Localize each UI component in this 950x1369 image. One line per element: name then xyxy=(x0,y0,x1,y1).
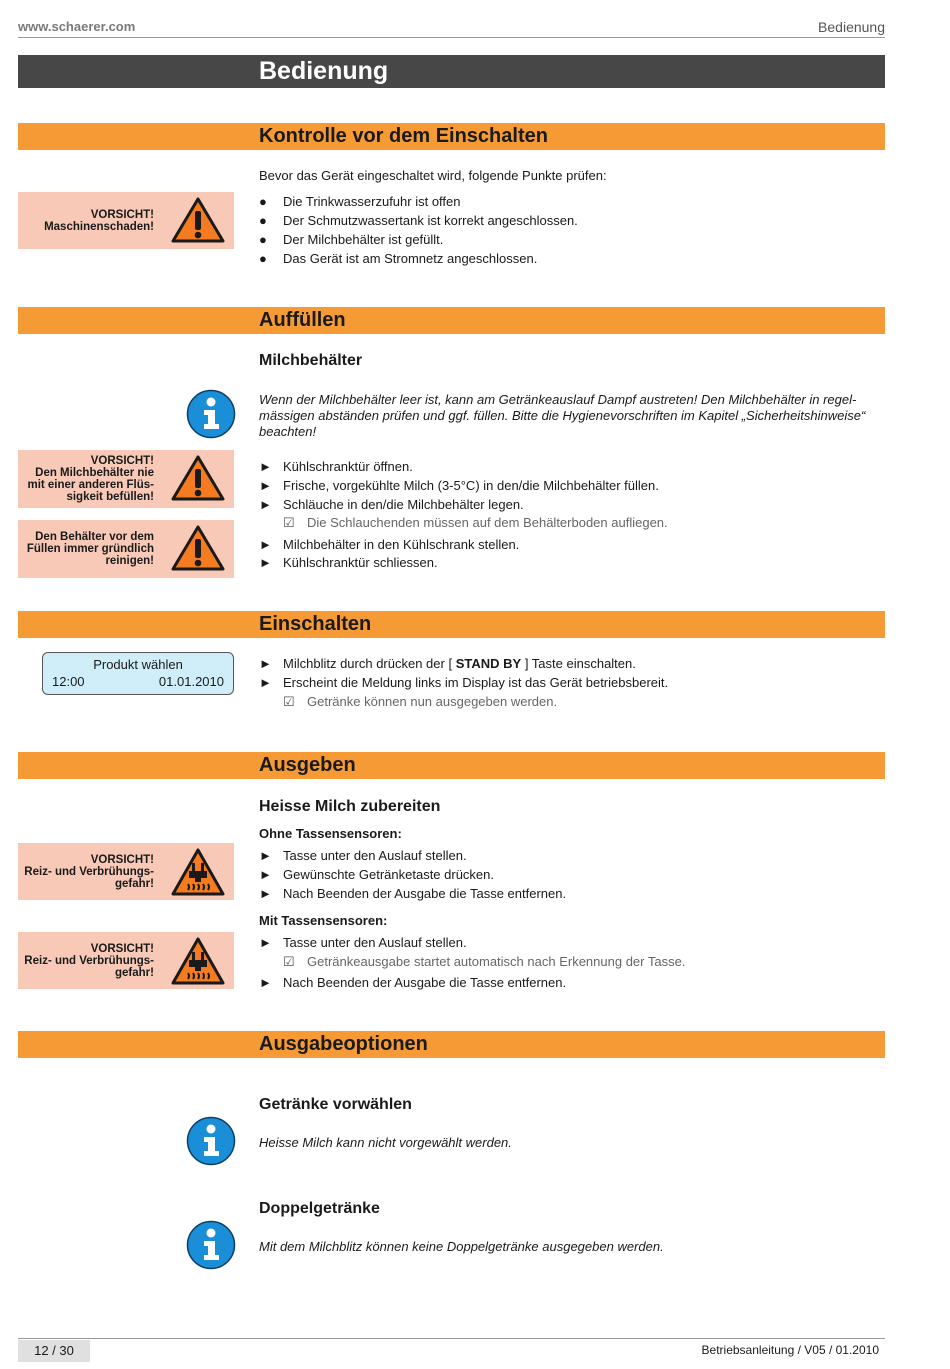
warning-message-line: sigkeit befüllen! xyxy=(66,491,154,503)
section-bar-kontrolle xyxy=(18,123,885,150)
arrow-marker: ► xyxy=(259,478,272,493)
footer-divider xyxy=(18,1338,885,1339)
checkbox-checked-icon: ☑ xyxy=(283,515,295,530)
arrow-marker: ► xyxy=(259,656,272,671)
section-bar-einschalten xyxy=(18,611,885,638)
subheading-doppelgetraenke: Doppelgetränke xyxy=(259,1200,380,1217)
info-note-line: beachten! xyxy=(259,424,317,439)
page-number: 12 / 30 xyxy=(18,1340,90,1362)
list-item: ● Der Milchbehälter ist gefüllt. xyxy=(259,232,444,247)
warning-message-line: reinigen! xyxy=(105,555,154,567)
warning-text xyxy=(22,843,154,900)
warning-label: VORSICHT! xyxy=(90,208,154,221)
warning-message-line: mit einer anderen Flüs- xyxy=(27,479,154,491)
step-item: ► Kühlschranktür schliessen. xyxy=(259,555,438,570)
info-icon xyxy=(186,389,236,439)
warning-box-maschinenschaden xyxy=(18,192,234,249)
step-item: ► Erscheint die Meldung links im Display ist das Gerät betriebsbereit. xyxy=(259,675,669,690)
section-bar-ausgabeoptionen xyxy=(18,1031,885,1058)
document-version: Betriebsanleitung / V05 / 01.2010 xyxy=(701,1343,879,1357)
arrow-marker: ► xyxy=(259,886,272,901)
warning-label: VORSICHT! xyxy=(90,853,154,866)
list-item: ● Die Trinkwasserzufuhr ist offen xyxy=(259,194,461,209)
subheading-ohne-tassensensoren: Ohne Tassensensoren: xyxy=(259,826,402,841)
warning-box-fluessigkeit xyxy=(18,450,234,508)
step-item: ► Nach Beenden der Ausgabe die Tasse entfernen. xyxy=(259,975,567,990)
check-item: ☑ Getränke können nun ausgegeben werden. xyxy=(283,694,558,709)
arrow-marker: ► xyxy=(259,537,272,552)
display-time: 12:00 xyxy=(52,674,85,689)
bullet-marker: ● xyxy=(259,194,267,209)
arrow-marker: ► xyxy=(259,497,272,512)
section-heading-kontrolle: Kontrolle vor dem Einschalten xyxy=(259,125,548,147)
info-note: Mit dem Milchblitz können keine Doppelgetränke ausgegeben werden. xyxy=(259,1239,664,1254)
bullet-marker: ● xyxy=(259,213,267,228)
warning-text xyxy=(22,932,154,989)
warning-text xyxy=(22,192,154,249)
info-icon xyxy=(186,1116,236,1166)
warning-box-reinigen xyxy=(18,520,234,578)
info-note-line: Wenn der Milchbehälter leer ist, kann am Getränkeauslauf Dampf austreten! Den Milchbehälter in regel- xyxy=(259,392,857,407)
warning-label: VORSICHT! xyxy=(90,455,154,467)
subheading-mit-tassensensoren: Mit Tassensensoren: xyxy=(259,913,388,928)
bullet-marker: ● xyxy=(259,232,267,247)
subheading-milchbehaelter: Milchbehälter xyxy=(259,352,363,369)
hot-liquid-hazard-icon xyxy=(170,847,226,897)
list-item: ● Das Gerät ist am Stromnetz angeschlossen. xyxy=(259,251,538,266)
warning-message-line: Reiz- und Verbrühungs- xyxy=(24,865,154,878)
display-message: Produkt wählen xyxy=(93,657,183,672)
kontrolle-intro: Bevor das Gerät eingeschaltet wird, folgende Punkte prüfen: xyxy=(259,168,607,183)
machine-display xyxy=(42,652,234,695)
warning-message-line: gefahr! xyxy=(115,966,154,979)
bullet-marker: ● xyxy=(259,251,267,266)
section-bar-ausgeben xyxy=(18,752,885,779)
step-item: ► Nach Beenden der Ausgabe die Tasse entfernen. xyxy=(259,886,567,901)
hot-liquid-hazard-icon xyxy=(170,936,226,986)
section-heading-ausgeben: Ausgeben xyxy=(259,754,356,776)
arrow-marker: ► xyxy=(259,675,272,690)
step-item: ► Tasse unter den Auslauf stellen. xyxy=(259,848,467,863)
checkbox-checked-icon: ☑ xyxy=(283,694,295,709)
step-item: ► Tasse unter den Auslauf stellen. xyxy=(259,935,467,950)
page-title-bar xyxy=(18,55,885,88)
header-divider xyxy=(18,37,885,38)
step-item: ► Schläuche in den/die Milchbehälter legen. xyxy=(259,497,524,512)
checkbox-checked-icon: ☑ xyxy=(283,954,295,969)
info-note-line: mässigen abständen prüfen und ggf. füllen. Bitte die Hygienevorschriften im Kapitel „Sicherheitshinweise“ xyxy=(259,408,866,423)
website-url: www.schaerer.com xyxy=(18,19,136,34)
warning-box-verbruehung xyxy=(18,843,234,900)
warning-message-line: gefahr! xyxy=(115,877,154,890)
warning-message-line: Reiz- und Verbrühungs- xyxy=(24,954,154,967)
arrow-marker: ► xyxy=(259,935,272,950)
arrow-marker: ► xyxy=(259,459,272,474)
info-icon xyxy=(186,1220,236,1270)
warning-triangle-icon xyxy=(170,454,226,502)
subheading-getraenke-vorwaehlen: Getränke vorwählen xyxy=(259,1096,412,1113)
step-item: ► Kühlschranktür öffnen. xyxy=(259,459,413,474)
info-note: Heisse Milch kann nicht vorgewählt werden. xyxy=(259,1135,512,1150)
warning-message-line: Füllen immer gründlich xyxy=(26,543,154,555)
warning-text xyxy=(22,450,154,508)
section-heading-einschalten: Einschalten xyxy=(259,613,372,635)
warning-triangle-icon xyxy=(170,524,226,572)
warning-box-verbruehung xyxy=(18,932,234,989)
section-heading-ausgabeoptionen: Ausgabeoptionen xyxy=(259,1033,428,1055)
step-item: ► Milchbehälter in den Kühlschrank stellen. xyxy=(259,537,520,552)
section-heading-auffuellen: Auffüllen xyxy=(259,309,346,331)
warning-message-line: Den Behälter vor dem xyxy=(35,531,154,543)
header-section-name: Bedienung xyxy=(818,19,885,35)
arrow-marker: ► xyxy=(259,867,272,882)
list-item: ● Der Schmutzwassertank ist korrekt angeschlossen. xyxy=(259,213,578,228)
subheading-heisse-milch: Heisse Milch zubereiten xyxy=(259,798,441,815)
arrow-marker: ► xyxy=(259,975,272,990)
key-standby: STAND BY xyxy=(455,656,522,671)
page-title: Bedienung xyxy=(259,57,389,85)
warning-text xyxy=(22,520,154,578)
step-item: ► Milchblitz durch drücken der [ STAND BY ] Taste einschalten. xyxy=(259,656,636,671)
step-item: ► Frische, vorgekühlte Milch (3-5°C) in den/die Milchbehälter füllen. xyxy=(259,478,659,493)
warning-triangle-icon xyxy=(170,196,226,244)
step-item: ► Gewünschte Getränketaste drücken. xyxy=(259,867,495,882)
warning-message-line: Den Milchbehälter nie xyxy=(35,467,154,479)
arrow-marker: ► xyxy=(259,848,272,863)
display-date: 01.01.2010 xyxy=(158,674,224,689)
check-item: ☑ Getränkeausgabe startet automatisch nach Erkennung der Tasse. xyxy=(283,954,686,969)
arrow-marker: ► xyxy=(259,555,272,570)
check-item: ☑ Die Schlauchenden müssen auf dem Behälterboden aufliegen. xyxy=(283,515,668,530)
warning-message: Maschinenschaden! xyxy=(44,220,154,233)
warning-label: VORSICHT! xyxy=(90,942,154,955)
section-bar-auffuellen xyxy=(18,307,885,334)
